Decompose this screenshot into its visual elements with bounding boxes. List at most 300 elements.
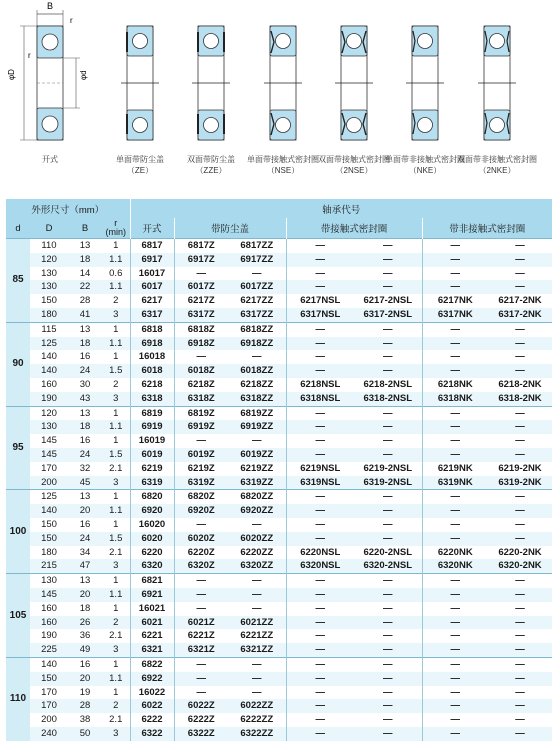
dim-label-phiD: φD xyxy=(7,69,16,80)
cell-contact-2nsl: 6220-2NSL xyxy=(363,546,413,558)
cell-r: 1.1 xyxy=(102,337,130,351)
cell-r: 1 xyxy=(113,686,119,698)
cell-noncontact-nk: — xyxy=(422,602,488,616)
cell-contact-2nsl: — xyxy=(383,267,393,279)
cell-D: 140 xyxy=(41,351,57,363)
cell-B: 34 xyxy=(79,546,91,558)
cell-contact-nsl: — xyxy=(286,727,354,741)
cell-shield-zz: 6020ZZ xyxy=(228,532,286,546)
cell-contact-nsl: — xyxy=(286,406,354,420)
cell-shield-zz: 6017ZZ xyxy=(228,280,286,294)
cell-r: 3 xyxy=(102,727,130,741)
table-row xyxy=(6,574,552,588)
cell-contact-nsl: — xyxy=(286,657,354,671)
cell-noncontact-2nk: — xyxy=(515,267,525,279)
cell-open-code: 6917 xyxy=(130,253,174,267)
cell-B: 16 xyxy=(68,657,102,671)
cell-D: 190 xyxy=(30,392,68,406)
cell-B: 22 xyxy=(68,280,102,294)
cell-noncontact-nk: — xyxy=(422,239,488,253)
cell-contact-nsl: 6218NSL xyxy=(286,378,354,392)
cell-contact-2nsl: — xyxy=(354,672,422,686)
cell-contact-nsl: — xyxy=(286,602,354,616)
cell-B: 13 xyxy=(68,574,102,588)
cell-open-code: 6320 xyxy=(130,559,174,573)
cell-noncontact-nk: — xyxy=(422,253,488,267)
cell-D: 125 xyxy=(30,490,68,504)
cell-contact-nsl: — xyxy=(286,643,354,657)
dim-label-r-top: r xyxy=(70,16,73,25)
cell-shield-zz: — xyxy=(228,672,286,686)
cell-open-code: 6217 xyxy=(130,294,174,308)
cell-B: 49 xyxy=(68,643,102,657)
cell-contact-2nsl: — xyxy=(354,699,422,713)
cell-contact-nsl: — xyxy=(286,713,354,727)
header-dimensions: 外形尺寸（mm） xyxy=(6,199,130,218)
cell-contact-nsl: — xyxy=(286,364,354,378)
caption-open: 开式 xyxy=(42,155,58,164)
table-row xyxy=(6,253,552,267)
cell-D: 150 xyxy=(41,518,57,530)
cell-noncontact-nk: — xyxy=(422,727,488,741)
cell-D: 180 xyxy=(30,308,68,322)
cell-open-code: 6922 xyxy=(130,672,174,686)
table-row xyxy=(6,462,552,476)
header-D: D xyxy=(30,218,68,239)
cell-contact-nsl: — xyxy=(286,532,354,546)
cell-contact-nsl: — xyxy=(286,574,354,588)
cell-noncontact-2nk: — xyxy=(488,532,552,546)
cell-open-code: 6818 xyxy=(130,322,174,336)
cell-open-code: 6920 xyxy=(130,504,174,518)
header-r: r (min) xyxy=(102,218,130,239)
cell-contact-2nsl: — xyxy=(354,239,422,253)
cell-contact-2nsl: — xyxy=(354,364,422,378)
cell-shield-zz: 6819ZZ xyxy=(228,406,286,420)
cell-noncontact-2nk: 6320-2NK xyxy=(488,559,552,573)
cell-shield-zz: — xyxy=(252,602,262,614)
cell-r: 1.1 xyxy=(102,588,130,602)
cell-contact-2nsl: — xyxy=(354,448,422,462)
cell-B: 45 xyxy=(68,476,102,490)
cell-B: 16 xyxy=(79,351,91,363)
cell-B: 20 xyxy=(68,672,102,686)
cell-shield-zz: — xyxy=(252,518,262,530)
cell-contact-2nsl: — xyxy=(354,322,422,336)
table-row xyxy=(6,518,552,532)
cell-contact-2nsl: — xyxy=(354,727,422,741)
cell-noncontact-nk: — xyxy=(422,448,488,462)
cell-D: 145 xyxy=(41,435,57,447)
cell-contact-nsl: — xyxy=(286,616,354,630)
cell-D: 200 xyxy=(30,476,68,490)
cell-noncontact-nk: — xyxy=(422,406,488,420)
cell-shield-zz: 6021ZZ xyxy=(228,616,286,630)
table-row xyxy=(6,686,552,700)
cell-B: 13 xyxy=(68,322,102,336)
cell-noncontact-nk: — xyxy=(422,657,488,671)
cell-B: 18 xyxy=(68,420,102,434)
cell-B: 13 xyxy=(68,406,102,420)
cell-noncontact-2nk: 6217-2NK xyxy=(498,295,542,307)
cell-B: 32 xyxy=(79,462,91,474)
cell-contact-nsl: — xyxy=(286,280,354,294)
cell-noncontact-nk: 6319NK xyxy=(422,476,488,490)
cell-open-code: 16019 xyxy=(130,434,174,448)
cell-d: 100 xyxy=(6,490,30,574)
cell-B: 47 xyxy=(68,559,102,573)
cell-B: 28 xyxy=(79,295,91,307)
cell-contact-nsl: — xyxy=(286,672,354,686)
cell-open-code: 6221 xyxy=(130,629,174,643)
cell-shield-z: — xyxy=(174,350,228,364)
cell-noncontact-2nk: 6218-2NK xyxy=(498,378,542,390)
table-row xyxy=(6,504,552,518)
cell-contact-nsl: — xyxy=(286,588,354,602)
header-shield: 带防尘盖 xyxy=(174,218,286,239)
cell-noncontact-nk: — xyxy=(422,504,488,518)
cell-contact-2nsl: 6218-2NSL xyxy=(363,378,413,390)
cell-noncontact-2nk: — xyxy=(515,686,525,698)
cell-contact-2nsl: — xyxy=(354,337,422,351)
table-row xyxy=(6,643,552,657)
cell-r: 1 xyxy=(102,657,130,671)
cell-contact-nsl: — xyxy=(286,518,354,532)
cell-noncontact-nk: — xyxy=(422,490,488,504)
cell-B: 13 xyxy=(68,239,102,253)
cell-D: 130 xyxy=(30,280,68,294)
cell-B: 16 xyxy=(79,518,91,530)
cell-r: 1.1 xyxy=(102,280,130,294)
cell-D: 120 xyxy=(30,253,68,267)
cell-shield-z: — xyxy=(174,434,228,448)
cell-contact-2nsl: — xyxy=(354,406,422,420)
table-row xyxy=(6,239,552,253)
cell-noncontact-2nk: — xyxy=(515,518,525,530)
cell-shield-z: 6920Z xyxy=(174,504,228,518)
cell-noncontact-nk: — xyxy=(422,616,488,630)
cell-noncontact-nk: — xyxy=(422,518,488,532)
cell-noncontact-2nk: — xyxy=(488,239,552,253)
table-row xyxy=(6,616,552,630)
cell-B: 30 xyxy=(79,378,91,390)
cell-shield-z: — xyxy=(174,602,228,616)
cell-D: 190 xyxy=(41,630,57,642)
cell-open-code: 6022 xyxy=(130,699,174,713)
cell-shield-z: 6222Z xyxy=(174,713,228,727)
cell-contact-nsl: — xyxy=(286,420,354,434)
cell-noncontact-nk: 6217NK xyxy=(422,294,488,308)
cell-D: 120 xyxy=(30,406,68,420)
cell-r: 2 xyxy=(102,616,130,630)
cell-shield-zz: 6217ZZ xyxy=(240,295,274,307)
cell-shield-zz: 6319ZZ xyxy=(228,476,286,490)
cell-noncontact-2nk: — xyxy=(515,630,525,642)
cell-contact-nsl: 6318NSL xyxy=(286,392,354,406)
cell-D: 200 xyxy=(41,714,57,726)
cell-contact-2nsl: — xyxy=(354,616,422,630)
cell-shield-zz: 6317ZZ xyxy=(228,308,286,322)
cell-shield-z: — xyxy=(174,686,228,700)
cell-open-code: 6319 xyxy=(130,476,174,490)
cell-shield-z: 6818Z xyxy=(174,322,228,336)
cell-noncontact-2nk: — xyxy=(488,490,552,504)
caption-ze: 单面带防尘盖 （ZE） xyxy=(116,155,164,175)
cell-contact-2nsl: — xyxy=(354,574,422,588)
cell-noncontact-2nk: — xyxy=(488,504,552,518)
cell-contact-2nsl: — xyxy=(383,630,393,642)
table-row xyxy=(6,406,552,420)
header-d: d xyxy=(6,218,30,239)
header-B: B xyxy=(68,218,102,239)
cell-D: 150 xyxy=(30,532,68,546)
cell-B: 14 xyxy=(79,267,91,279)
cell-noncontact-2nk: — xyxy=(488,406,552,420)
cell-open-code: 6820 xyxy=(130,490,174,504)
table-row xyxy=(6,657,552,671)
cell-noncontact-2nk: — xyxy=(488,672,552,686)
table-row xyxy=(6,727,552,741)
table-row xyxy=(6,322,552,336)
cell-r: 1.5 xyxy=(102,532,130,546)
header-contact-seal: 带接触式密封圈 xyxy=(286,218,422,239)
cell-D: 130 xyxy=(30,420,68,434)
cell-open-code: 6020 xyxy=(130,532,174,546)
bearing-2nke xyxy=(478,26,516,140)
cell-r: 1.1 xyxy=(102,504,130,518)
cell-contact-2nsl: — xyxy=(383,714,393,726)
cell-B: 24 xyxy=(68,364,102,378)
cell-shield-z: 6022Z xyxy=(174,699,228,713)
cell-B: 20 xyxy=(68,504,102,518)
bearing-zze xyxy=(192,26,230,140)
cell-r: 1 xyxy=(102,239,130,253)
cell-r: 1 xyxy=(113,602,119,614)
cell-B: 18 xyxy=(68,253,102,267)
cell-contact-nsl: — xyxy=(286,699,354,713)
cell-noncontact-nk: 6317NK xyxy=(422,308,488,322)
table-row xyxy=(6,532,552,546)
cell-contact-nsl: — xyxy=(286,337,354,351)
cell-contact-nsl: — xyxy=(286,267,354,281)
cell-open-code: 16018 xyxy=(130,350,174,364)
cell-contact-2nsl: — xyxy=(354,490,422,504)
cell-D: 160 xyxy=(41,378,57,390)
cell-r: 2.1 xyxy=(109,714,123,726)
cell-shield-z: — xyxy=(174,574,228,588)
caption-2nke: 双面带非接触式密封圈 （2NKE） xyxy=(457,155,537,175)
cell-noncontact-nk: — xyxy=(422,699,488,713)
cell-B: 24 xyxy=(68,448,102,462)
table-row xyxy=(6,350,552,364)
cell-shield-zz: 6022ZZ xyxy=(228,699,286,713)
cell-noncontact-2nk: 6219-2NK xyxy=(498,462,542,474)
cell-contact-nsl: 6220NSL xyxy=(286,546,354,560)
cell-noncontact-2nk: — xyxy=(515,435,525,447)
cell-B: 18 xyxy=(79,602,91,614)
cell-shield-zz: 6019ZZ xyxy=(228,448,286,462)
dimensioned-bearing-drawing xyxy=(20,10,80,140)
cell-noncontact-2nk: — xyxy=(488,588,552,602)
cell-contact-2nsl: 6217-2NSL xyxy=(363,295,413,307)
cell-contact-nsl: 6317NSL xyxy=(286,308,354,322)
cell-D: 145 xyxy=(30,588,68,602)
cell-noncontact-2nk: — xyxy=(488,699,552,713)
table-row xyxy=(6,448,552,462)
cell-shield-zz: — xyxy=(228,574,286,588)
bearing-ze xyxy=(121,26,159,140)
cell-r: 1 xyxy=(102,490,130,504)
cell-shield-zz: 6220ZZ xyxy=(240,546,274,558)
cell-shield-z: 6018Z xyxy=(174,364,228,378)
cell-noncontact-nk: — xyxy=(422,267,488,281)
table-row xyxy=(6,267,552,281)
cell-shield-z: — xyxy=(174,657,228,671)
cell-noncontact-nk: 6218NK xyxy=(422,378,488,392)
cell-B: 19 xyxy=(79,686,91,698)
cell-noncontact-nk: 6318NK xyxy=(422,392,488,406)
table-row xyxy=(6,672,552,686)
cell-D: 125 xyxy=(30,337,68,351)
cell-open-code: 6921 xyxy=(130,588,174,602)
cell-shield-zz: 6920ZZ xyxy=(228,504,286,518)
cell-noncontact-nk: — xyxy=(422,364,488,378)
table-row xyxy=(6,392,552,406)
cell-d: 95 xyxy=(6,406,30,490)
cell-D: 150 xyxy=(30,672,68,686)
table-row xyxy=(6,559,552,573)
cell-contact-nsl: 6217NSL xyxy=(286,294,354,308)
cell-noncontact-2nk: 6318-2NK xyxy=(488,392,552,406)
cell-shield-zz: 6320ZZ xyxy=(228,559,286,573)
cell-contact-nsl: — xyxy=(286,322,354,336)
cell-r: 1 xyxy=(113,518,119,530)
cell-shield-zz: 6322ZZ xyxy=(228,727,286,741)
cell-d: 90 xyxy=(6,322,30,406)
caption-zze: 双面带防尘盖 （ZZE） xyxy=(187,155,235,175)
cell-shield-zz: — xyxy=(252,267,262,279)
table-row xyxy=(6,434,552,448)
cell-r: 0.6 xyxy=(109,267,123,279)
cell-r: 1 xyxy=(113,435,119,447)
cell-D: 170 xyxy=(41,686,57,698)
cell-noncontact-nk: — xyxy=(422,420,488,434)
cell-r: 1.1 xyxy=(102,253,130,267)
table-row xyxy=(6,490,552,504)
cell-shield-z: 6217Z xyxy=(174,294,228,308)
bearing-nse xyxy=(264,26,302,140)
cell-shield-z: 6020Z xyxy=(174,532,228,546)
cell-shield-z: 6820Z xyxy=(174,490,228,504)
cell-shield-z: — xyxy=(174,518,228,532)
cell-r: 2 xyxy=(113,378,119,390)
cell-shield-z: 6218Z xyxy=(174,378,228,392)
cell-open-code: 16021 xyxy=(130,602,174,616)
cell-r: 2.1 xyxy=(109,462,123,474)
table-row xyxy=(6,629,552,643)
cell-shield-zz: 6221ZZ xyxy=(240,630,274,642)
cell-shield-zz: 6219ZZ xyxy=(240,462,274,474)
cell-shield-z: 6321Z xyxy=(174,643,228,657)
cell-noncontact-nk: 6219NK xyxy=(422,462,488,476)
cell-D: 170 xyxy=(30,699,68,713)
cell-r: 1.5 xyxy=(102,364,130,378)
cell-B: 26 xyxy=(68,616,102,630)
cell-contact-2nsl: — xyxy=(354,280,422,294)
cell-B: 16 xyxy=(79,435,91,447)
cell-noncontact-2nk: — xyxy=(488,322,552,336)
cell-shield-zz: 6820ZZ xyxy=(228,490,286,504)
cell-noncontact-2nk: — xyxy=(488,448,552,462)
cell-open-code: 6821 xyxy=(130,574,174,588)
cell-D: 170 xyxy=(41,462,57,474)
bearing-2nse xyxy=(335,26,373,140)
cell-contact-2nsl: — xyxy=(383,686,393,698)
table-row xyxy=(6,280,552,294)
cell-r: 2 xyxy=(113,295,119,307)
cell-contact-2nsl: — xyxy=(354,643,422,657)
cell-shield-zz: 6222ZZ xyxy=(240,714,274,726)
cell-open-code: 6222 xyxy=(130,713,174,727)
cell-open-code: 16022 xyxy=(130,686,174,700)
cell-shield-z: 6219Z xyxy=(174,462,228,476)
cell-open-code: 6918 xyxy=(130,337,174,351)
cell-d: 85 xyxy=(6,239,30,323)
cell-shield-zz: — xyxy=(228,588,286,602)
cell-contact-2nsl: — xyxy=(383,518,393,530)
table-row xyxy=(6,294,552,308)
cell-B: 20 xyxy=(68,588,102,602)
table-row xyxy=(6,588,552,602)
cell-noncontact-2nk: — xyxy=(515,351,525,363)
cell-B: 43 xyxy=(68,392,102,406)
cell-noncontact-nk: — xyxy=(422,350,488,364)
header-noncontact-seal: 带非接触式密封圈 xyxy=(422,218,552,239)
cell-r: 1 xyxy=(102,574,130,588)
cell-shield-zz: 6918ZZ xyxy=(228,337,286,351)
cell-noncontact-2nk: — xyxy=(488,727,552,741)
cell-r: 2.1 xyxy=(109,630,123,642)
cell-r: 2.1 xyxy=(109,546,123,558)
cell-noncontact-2nk: — xyxy=(488,616,552,630)
cell-shield-z: 6017Z xyxy=(174,280,228,294)
dim-label-phid: φd xyxy=(79,70,88,80)
table-row xyxy=(6,378,552,392)
cell-shield-zz: 6321ZZ xyxy=(228,643,286,657)
cell-contact-nsl: — xyxy=(286,253,354,267)
cell-shield-z: 6318Z xyxy=(174,392,228,406)
table-row xyxy=(6,699,552,713)
cell-noncontact-2nk: — xyxy=(515,714,525,726)
cell-D: 150 xyxy=(41,295,57,307)
cell-shield-z: 6220Z xyxy=(174,546,228,560)
cell-r: 3 xyxy=(102,643,130,657)
cell-noncontact-nk: 6320NK xyxy=(422,559,488,573)
table-row xyxy=(6,364,552,378)
table-body xyxy=(6,239,552,741)
cell-contact-nsl: 6219NSL xyxy=(286,462,354,476)
table-row xyxy=(6,713,552,727)
cell-contact-2nsl: — xyxy=(383,602,393,614)
cell-shield-z: 6817Z xyxy=(174,239,228,253)
cell-noncontact-2nk: 6317-2NK xyxy=(488,308,552,322)
cell-contact-2nsl: — xyxy=(383,435,393,447)
cell-D: 130 xyxy=(41,267,57,279)
table-row xyxy=(6,308,552,322)
cell-r: 1.5 xyxy=(102,448,130,462)
cell-noncontact-nk: — xyxy=(422,672,488,686)
dim-label-r-left: r xyxy=(28,51,31,60)
